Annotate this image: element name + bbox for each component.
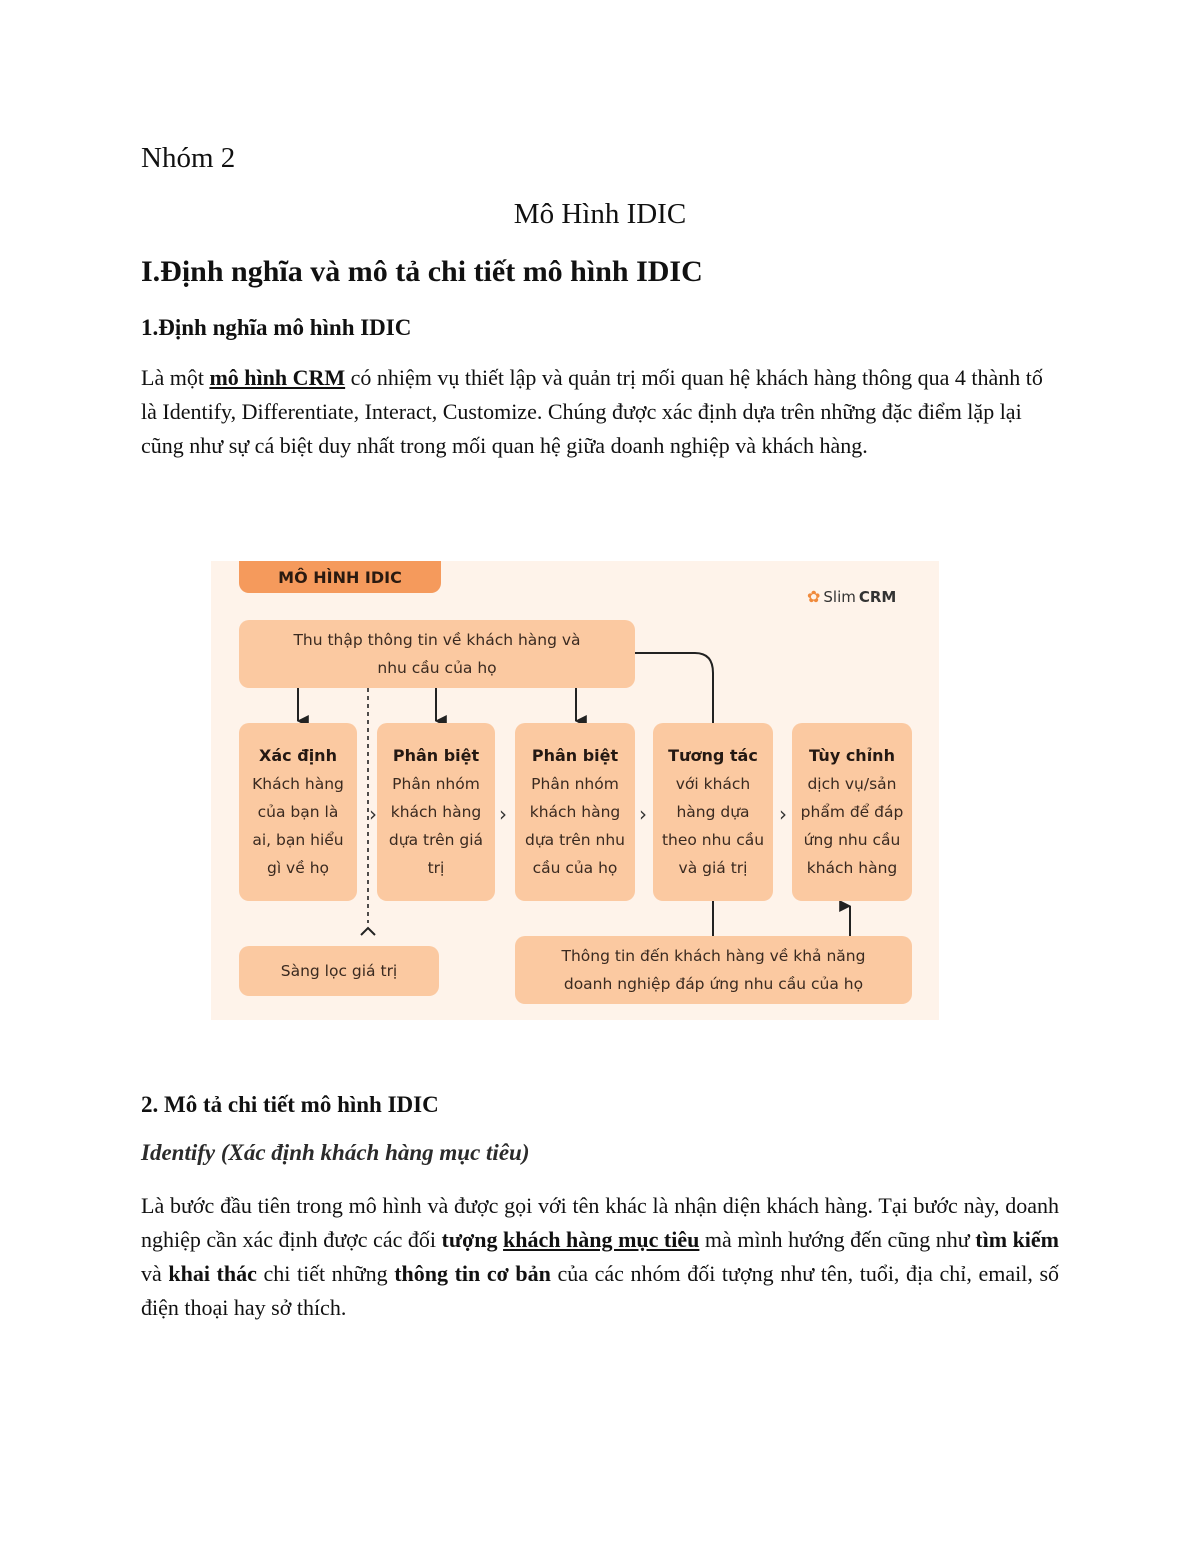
subsection-heading-definition: 1.Định nghĩa mô hình IDIC bbox=[141, 315, 412, 340]
connector-line bbox=[635, 653, 713, 723]
step-line: phẩm để đáp bbox=[800, 803, 904, 821]
para-text: chi tiết những bbox=[256, 1261, 395, 1286]
step-differentiate-needs-box bbox=[515, 723, 635, 901]
step-differentiate-value-box bbox=[377, 723, 495, 901]
brand-suffix: CRM bbox=[858, 587, 897, 606]
identify-paragraph bbox=[141, 1189, 1059, 1325]
bold-text: tượng bbox=[441, 1227, 498, 1252]
step-line: ai, bạn hiểu bbox=[252, 831, 344, 849]
step-identify-box bbox=[239, 723, 357, 901]
step-line: cầu của họ bbox=[532, 859, 618, 877]
box-line: nhu cầu của họ bbox=[377, 659, 497, 677]
step-title: Phân biệt bbox=[531, 746, 619, 765]
step-line: với khách bbox=[675, 775, 751, 793]
step-line: Khách hàng bbox=[252, 775, 344, 793]
document-title: Mô Hình IDIC bbox=[513, 198, 687, 230]
chevron-right-icon: › bbox=[369, 802, 377, 826]
step-line: trị bbox=[427, 859, 445, 877]
para-text: Là một bbox=[141, 365, 210, 390]
section-heading: I.Định nghĩa và mô tả chi tiết mô hình IDIC bbox=[141, 255, 703, 288]
para-text: và bbox=[141, 1261, 169, 1286]
step-line: dựa trên giá bbox=[388, 831, 484, 849]
step-line: dịch vụ/sản bbox=[807, 775, 897, 793]
inform-customer-box bbox=[515, 936, 912, 1004]
brand-prefix: Slim bbox=[823, 587, 856, 606]
step-title: Tùy chỉnh bbox=[809, 746, 895, 765]
step-line: Phân nhóm bbox=[392, 775, 480, 793]
step-title: Phân biệt bbox=[392, 746, 480, 765]
box-line: Sàng lọc giá trị bbox=[280, 962, 398, 980]
brand-logo bbox=[807, 587, 896, 606]
chevron-right-icon: › bbox=[639, 802, 647, 826]
group-label: Nhóm 2 bbox=[141, 142, 236, 174]
step-line: khách hàng bbox=[390, 803, 482, 821]
step-line: theo nhu cầu bbox=[661, 831, 765, 849]
step-line: Phân nhóm bbox=[531, 775, 619, 793]
step-line: của bạn là bbox=[257, 803, 339, 821]
step-line: ứng nhu cầu bbox=[803, 831, 901, 849]
chevron-right-icon: › bbox=[779, 802, 787, 826]
step-line: khách hàng bbox=[529, 803, 621, 821]
box-line: Thông tin đến khách hàng về khả năng bbox=[561, 947, 866, 965]
step-customize-box bbox=[792, 723, 912, 901]
bold-text: khai thác bbox=[168, 1261, 257, 1286]
chevron-right-icon: › bbox=[499, 802, 507, 826]
step-title: Tương tác bbox=[668, 746, 758, 765]
chevron-up-icon bbox=[361, 928, 375, 935]
filter-value-box bbox=[239, 946, 439, 996]
step-line: hàng dựa bbox=[676, 803, 750, 821]
idic-diagram bbox=[211, 561, 939, 1020]
para-text: Là bước đầu tiên trong mô hình và được gọi với tên khác là nhận diện khách hàng. Tại bước này, doanh nghiệp cần xác định được các đối bbox=[141, 1193, 1059, 1252]
step-line: khách hàng bbox=[806, 859, 898, 877]
para-text: có nhiệm vụ thiết lập và quản trị mối quan hệ khách hàng thông qua 4 thành tố là Identify, Differentiate, Interact, Customize. Chúng được xác định dựa trên những đặc điểm lặp lại cũng như sự cá biệt duy nhất trong mối quan hệ giữa doanh nghiệp và khách hàng. bbox=[141, 365, 1043, 458]
box-line: doanh nghiệp đáp ứng nhu cầu của họ bbox=[563, 975, 864, 993]
crm-model-link[interactable]: mô hình CRM bbox=[209, 365, 346, 390]
collect-info-box bbox=[239, 620, 635, 688]
target-customer-link[interactable]: khách hàng mục tiêu bbox=[503, 1227, 700, 1252]
bold-text: thông tin cơ bản bbox=[394, 1261, 551, 1286]
step-line: và giá trị bbox=[678, 859, 748, 877]
gear-icon: ✿ bbox=[807, 587, 821, 606]
identify-heading: Identify (Xác định khách hàng mục tiêu) bbox=[141, 1140, 530, 1165]
diagram-title-tag: MÔ HÌNH IDIC bbox=[239, 561, 441, 593]
box-line: Thu thập thông tin về khách hàng và bbox=[293, 631, 581, 649]
para-text: của các nhóm đối tượng như tên, tuổi, địa chỉ, email, số điện thoại hay sở thích. bbox=[141, 1261, 1060, 1320]
step-title: Xác định bbox=[259, 746, 337, 765]
step-line: gì về họ bbox=[266, 859, 329, 877]
step-interact-box bbox=[653, 723, 773, 901]
step-line: dựa trên nhu bbox=[525, 831, 625, 849]
definition-paragraph bbox=[141, 361, 1059, 463]
subsection-heading-description: 2. Mô tả chi tiết mô hình IDIC bbox=[141, 1092, 439, 1117]
para-text: mà mình hướng đến cũng như bbox=[699, 1227, 976, 1252]
bold-text: tìm kiếm bbox=[975, 1227, 1060, 1252]
